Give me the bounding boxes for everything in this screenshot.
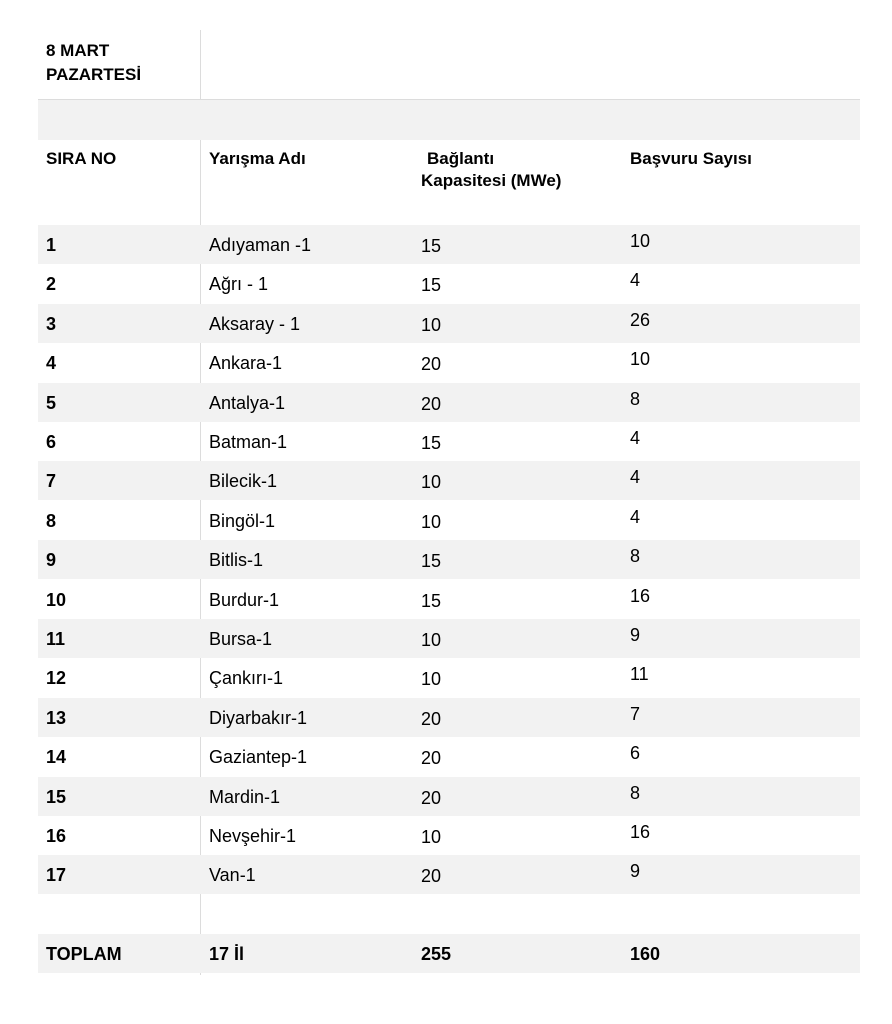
table-row xyxy=(38,658,860,697)
table-row xyxy=(38,264,860,303)
row-applications: 16 xyxy=(630,822,651,842)
row-applications: 8 xyxy=(630,783,641,803)
row-sira-no: 7 xyxy=(46,471,57,491)
table-row xyxy=(38,777,860,816)
row-sira-no: 3 xyxy=(46,314,57,334)
table-row xyxy=(38,422,860,461)
table-row xyxy=(38,461,860,500)
row-applications: 10 xyxy=(630,231,651,251)
row-sira-no: 13 xyxy=(46,708,67,728)
row-yarisma-adi: Adıyaman -1 xyxy=(209,235,312,255)
table-row xyxy=(38,698,860,737)
row-sira-no: 8 xyxy=(46,511,57,531)
row-capacity: 10 xyxy=(421,827,442,847)
row-applications: 8 xyxy=(630,546,641,566)
header-baglanti-line1: Bağlantı xyxy=(427,149,495,168)
date-title-line2: PAZARTESİ xyxy=(46,65,142,84)
total-name: 17 İl xyxy=(209,944,245,964)
total-applications: 160 xyxy=(630,944,661,964)
table-row xyxy=(38,383,860,422)
row-capacity: 15 xyxy=(421,433,442,453)
table-row xyxy=(38,501,860,540)
row-yarisma-adi: Burdur-1 xyxy=(209,590,280,610)
header-yarisma-adi: Yarışma Adı xyxy=(209,149,306,168)
row-applications: 8 xyxy=(630,389,641,409)
row-sira-no: 5 xyxy=(46,393,57,413)
row-yarisma-adi: Batman-1 xyxy=(209,432,288,452)
table-row xyxy=(38,580,860,619)
table-row xyxy=(38,855,860,894)
header-spacer-band xyxy=(38,100,860,140)
row-sira-no: 15 xyxy=(46,787,67,807)
row-capacity: 15 xyxy=(421,551,442,571)
row-sira-no: 16 xyxy=(46,826,67,846)
row-capacity: 15 xyxy=(421,275,442,295)
total-label: TOPLAM xyxy=(46,944,122,964)
row-applications: 4 xyxy=(630,270,641,290)
date-title-line1: 8 MART xyxy=(46,41,110,60)
row-yarisma-adi: Diyarbakır-1 xyxy=(209,708,308,728)
table-row xyxy=(38,343,860,382)
row-sira-no: 6 xyxy=(46,432,57,452)
table-row xyxy=(38,225,860,264)
row-yarisma-adi: Bursa-1 xyxy=(209,629,273,649)
row-yarisma-adi: Nevşehir-1 xyxy=(209,826,297,846)
header-sira-no: SIRA NO xyxy=(46,149,117,168)
row-yarisma-adi: Çankırı-1 xyxy=(209,668,284,688)
row-capacity: 10 xyxy=(421,512,442,532)
header-basvuru-sayisi: Başvuru Sayısı xyxy=(630,149,752,168)
header-baglanti-line2: Kapasitesi (MWe) xyxy=(421,171,562,190)
total-capacity: 255 xyxy=(421,944,452,964)
row-applications: 7 xyxy=(630,704,641,724)
row-sira-no: 4 xyxy=(46,353,57,373)
row-sira-no: 10 xyxy=(46,590,67,610)
row-capacity: 20 xyxy=(421,709,442,729)
row-sira-no: 2 xyxy=(46,274,57,294)
row-applications: 4 xyxy=(630,428,641,448)
row-capacity: 20 xyxy=(421,394,442,414)
row-capacity: 10 xyxy=(421,630,442,650)
row-sira-no: 12 xyxy=(46,668,67,688)
row-sira-no: 1 xyxy=(46,235,57,255)
table-row xyxy=(38,540,860,579)
row-yarisma-adi: Gaziantep-1 xyxy=(209,747,308,767)
row-yarisma-adi: Mardin-1 xyxy=(209,787,281,807)
row-capacity: 20 xyxy=(421,748,442,768)
row-sira-no: 17 xyxy=(46,865,67,885)
row-yarisma-adi: Ankara-1 xyxy=(209,353,283,373)
row-capacity: 10 xyxy=(421,315,442,335)
row-yarisma-adi: Bingöl-1 xyxy=(209,511,276,531)
row-capacity: 20 xyxy=(421,354,442,374)
table-row xyxy=(38,737,860,776)
row-applications: 6 xyxy=(630,743,641,763)
row-applications: 10 xyxy=(630,349,651,369)
total-row xyxy=(38,934,860,973)
row-capacity: 20 xyxy=(421,788,442,808)
row-yarisma-adi: Bilecik-1 xyxy=(209,471,278,491)
table-row xyxy=(38,304,860,343)
row-sira-no: 11 xyxy=(46,629,66,649)
row-capacity: 15 xyxy=(421,591,442,611)
table-row xyxy=(38,816,860,855)
row-applications: 11 xyxy=(630,664,649,684)
header-baglanti-kapasitesi xyxy=(421,148,561,192)
row-sira-no: 14 xyxy=(46,747,67,767)
row-yarisma-adi: Aksaray - 1 xyxy=(209,314,301,334)
row-yarisma-adi: Bitlis-1 xyxy=(209,550,264,570)
row-applications: 4 xyxy=(630,507,641,527)
row-applications: 16 xyxy=(630,586,651,606)
table-row xyxy=(38,619,860,658)
date-title xyxy=(46,39,196,87)
row-yarisma-adi: Antalya-1 xyxy=(209,393,286,413)
row-capacity: 10 xyxy=(421,472,442,492)
row-applications: 9 xyxy=(630,861,641,881)
row-applications: 9 xyxy=(630,625,641,645)
row-sira-no: 9 xyxy=(46,550,57,570)
row-yarisma-adi: Van-1 xyxy=(209,865,256,885)
row-capacity: 15 xyxy=(421,236,442,256)
row-capacity: 10 xyxy=(421,669,442,689)
row-yarisma-adi: Ağrı - 1 xyxy=(209,274,269,294)
row-applications: 26 xyxy=(630,310,651,330)
row-applications: 4 xyxy=(630,467,641,487)
row-capacity: 20 xyxy=(421,866,442,886)
